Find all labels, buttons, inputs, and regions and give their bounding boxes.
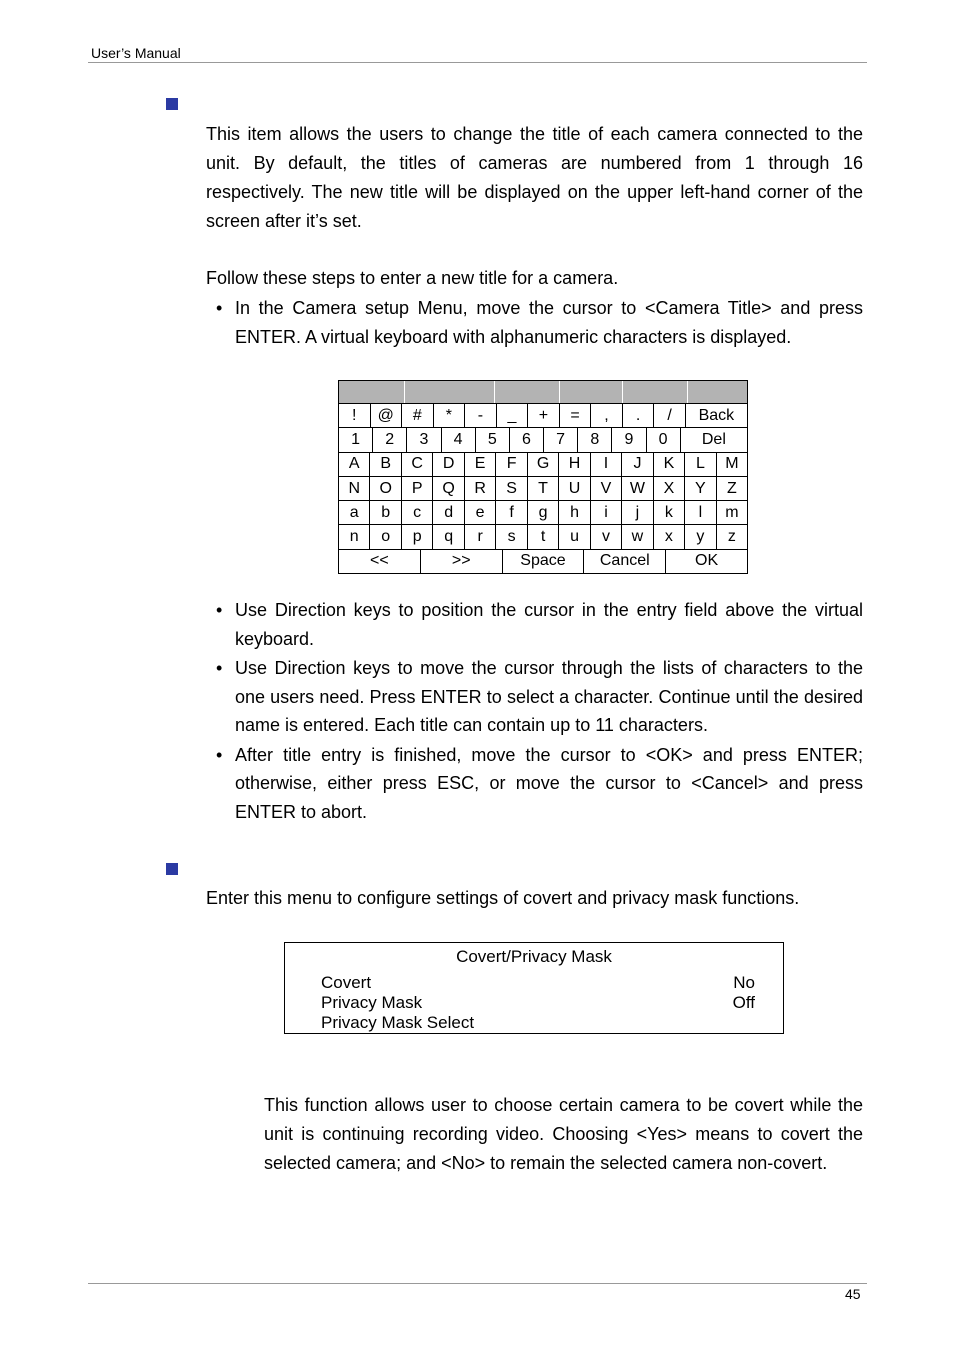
keyboard-key[interactable]: 8 <box>578 428 612 451</box>
covert-privacy-description: Enter this menu to configure settings of covert and privacy mask functions. <box>206 888 800 908</box>
keyboard-key[interactable]: a <box>339 501 370 524</box>
keyboard-row <box>339 428 747 452</box>
keyboard-row <box>339 453 747 477</box>
keyboard-key[interactable]: 5 <box>476 428 510 451</box>
keyboard-key[interactable]: D <box>433 453 464 476</box>
keyboard-key[interactable]: L <box>685 453 716 476</box>
menu-item-privacy-mask-select[interactable] <box>321 1013 755 1033</box>
keyboard-key[interactable]: g <box>528 501 559 524</box>
keyboard-key[interactable]: x <box>654 525 685 548</box>
keyboard-key[interactable]: 0 <box>647 428 681 451</box>
keyboard-key[interactable]: A <box>339 453 370 476</box>
keyboard-key[interactable]: u <box>559 525 590 548</box>
keyboard-key[interactable]: s <box>496 525 527 548</box>
keyboard-key[interactable]: , <box>591 404 623 427</box>
keyboard-key[interactable]: c <box>402 501 433 524</box>
keyboard-rows <box>339 404 747 573</box>
section-bullet-icon <box>166 863 178 875</box>
section-bullet-icon <box>166 98 178 110</box>
keyboard-key[interactable]: O <box>370 477 401 500</box>
keyboard-row <box>339 550 747 573</box>
keyboard-key[interactable]: h <box>559 501 590 524</box>
keyboard-key[interactable]: T <box>528 477 559 500</box>
menu-item-label: Privacy Mask Select <box>321 1013 475 1032</box>
keyboard-key[interactable]: f <box>496 501 527 524</box>
keyboard-key[interactable]: / <box>654 404 686 427</box>
keyboard-key[interactable]: + <box>528 404 560 427</box>
footer-divider <box>88 1283 867 1284</box>
keyboard-key[interactable]: U <box>559 477 590 500</box>
covert-privacy-menu <box>284 942 784 1034</box>
keyboard-key[interactable]: n <box>339 525 370 548</box>
keyboard-key[interactable]: Z <box>726 479 737 497</box>
menu-item-value: No <box>733 973 755 992</box>
keyboard-key[interactable]: >> <box>421 550 503 573</box>
keyboard-key[interactable]: # <box>402 404 434 427</box>
keyboard-key[interactable]: N <box>339 477 370 500</box>
menu-item-covert[interactable] <box>321 973 755 993</box>
steps-intro: Follow these steps to enter a new title for a camera. <box>206 268 619 288</box>
menu-item-label: Privacy Mask <box>321 993 423 1012</box>
keyboard-key[interactable]: 3 <box>407 428 441 451</box>
covert-function-description: This function allows user to choose certain camera to be covert while the unit is continuing recording video. Choosing <Yes> means to covert the selected camera; and <No> to remain the selected camera non-covert. <box>264 1095 863 1173</box>
page-number: 45 <box>845 1286 861 1302</box>
keyboard-key[interactable]: W <box>622 477 653 500</box>
keyboard-row <box>339 501 747 525</box>
keyboard-key[interactable]: _ <box>497 404 529 427</box>
keyboard-key[interactable]: m <box>725 503 739 521</box>
keyboard-key[interactable]: t <box>528 525 559 548</box>
keyboard-key[interactable]: * <box>434 404 466 427</box>
keyboard-key[interactable]: H <box>559 453 590 476</box>
keyboard-key[interactable]: e <box>465 501 496 524</box>
menu-title: Covert/Privacy Mask <box>456 947 612 966</box>
keyboard-key[interactable]: = <box>560 404 592 427</box>
keyboard-key[interactable]: M <box>725 455 739 473</box>
menu-item-label: Covert <box>321 973 372 992</box>
keyboard-key[interactable]: I <box>591 453 622 476</box>
keyboard-key[interactable]: Del <box>701 430 726 448</box>
header-divider <box>88 62 867 63</box>
running-header: User’s Manual <box>91 45 181 61</box>
menu-item-value: Off <box>732 993 755 1012</box>
list-item: • Use Direction keys to position the cursor in the entry field above the virtual keyboard. <box>206 596 863 653</box>
keyboard-key[interactable]: Cancel <box>584 550 666 573</box>
keyboard-key[interactable]: . <box>623 404 655 427</box>
virtual-keyboard <box>338 380 748 574</box>
keyboard-key[interactable]: o <box>370 525 401 548</box>
keyboard-key[interactable]: Back <box>698 406 735 424</box>
list-item: • In the Camera setup Menu, move the cursor to <Camera Title> and press ENTER. A virtual keyboard with alphanumeric characters is displayed. <box>206 294 863 351</box>
keyboard-key[interactable]: i <box>591 501 622 524</box>
keyboard-key[interactable]: v <box>591 525 622 548</box>
keyboard-key[interactable]: @ <box>371 404 403 427</box>
keyboard-key[interactable]: r <box>465 525 496 548</box>
keyboard-key[interactable]: w <box>622 525 653 548</box>
keyboard-key[interactable]: k <box>654 501 685 524</box>
keyboard-key[interactable]: d <box>433 501 464 524</box>
keyboard-row <box>339 404 747 428</box>
keyboard-key[interactable]: C <box>402 453 433 476</box>
keyboard-key[interactable]: l <box>685 501 716 524</box>
keyboard-key[interactable]: j <box>622 501 653 524</box>
keyboard-key[interactable]: G <box>528 453 559 476</box>
keyboard-key[interactable]: 7 <box>544 428 578 451</box>
keyboard-key[interactable]: R <box>465 477 496 500</box>
keyboard-key[interactable]: Q <box>433 477 464 500</box>
keyboard-key[interactable]: K <box>654 453 685 476</box>
list-item: • Use Direction keys to move the cursor through the lists of characters to the one users need. Press ENTER to select a character. Continue until the desired name is entered. Each title can contain up to 11 characters. <box>206 654 863 740</box>
keyboard-key[interactable]: Space <box>503 550 585 573</box>
keyboard-key[interactable]: y <box>685 525 716 548</box>
keyboard-key[interactable]: ! <box>339 404 371 427</box>
keyboard-key[interactable]: << <box>339 550 421 573</box>
keyboard-key[interactable]: 2 <box>373 428 407 451</box>
keyboard-key[interactable]: p <box>402 525 433 548</box>
steps-list-2 <box>206 596 863 826</box>
keyboard-row <box>339 525 747 549</box>
keyboard-entry-field[interactable] <box>339 381 747 404</box>
list-item: • After title entry is finished, move the cursor to <OK> and press ENTER; otherwise, either press ESC, or move the cursor to <Cancel> and press ENTER to abort. <box>206 741 863 827</box>
menu-item-privacy-mask[interactable] <box>321 993 755 1013</box>
steps-list-1 <box>206 294 863 351</box>
keyboard-key[interactable]: 1 <box>339 428 373 451</box>
keyboard-key[interactable]: 6 <box>510 428 544 451</box>
keyboard-key[interactable]: F <box>496 453 527 476</box>
keyboard-key[interactable]: E <box>465 453 496 476</box>
keyboard-key[interactable]: P <box>402 477 433 500</box>
keyboard-row <box>339 477 747 501</box>
keyboard-key[interactable]: X <box>654 477 685 500</box>
keyboard-key[interactable]: b <box>370 501 401 524</box>
keyboard-key[interactable]: q <box>433 525 464 548</box>
keyboard-key[interactable]: J <box>622 453 653 476</box>
keyboard-key[interactable]: OK <box>695 552 719 570</box>
keyboard-key[interactable]: B <box>370 453 401 476</box>
keyboard-key[interactable]: z <box>727 528 736 546</box>
keyboard-key[interactable]: S <box>496 477 527 500</box>
keyboard-key[interactable]: - <box>465 404 497 427</box>
camera-title-description: This item allows the users to change the title of each camera connected to the unit. By default, the titles of cameras are numbered from 1 through 16 respectively. The new title will be displayed on the upper left-hand corner of the screen after it’s set. <box>206 124 863 231</box>
keyboard-key[interactable]: Y <box>685 477 716 500</box>
keyboard-key[interactable]: 4 <box>442 428 476 451</box>
keyboard-key[interactable]: 9 <box>612 428 646 451</box>
keyboard-key[interactable]: V <box>591 477 622 500</box>
